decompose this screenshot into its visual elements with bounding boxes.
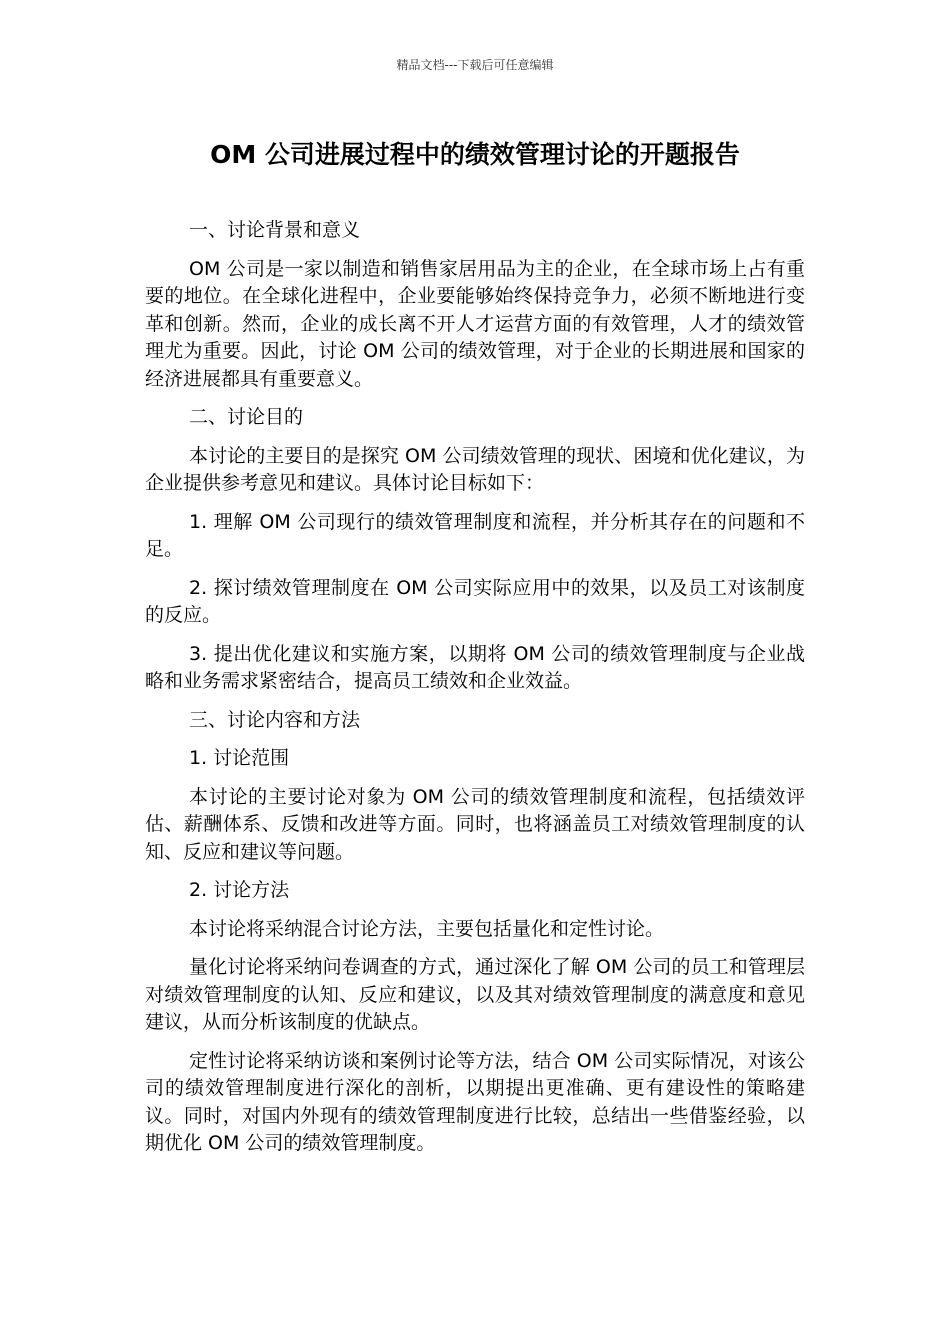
paragraph-quantitative: 量化讨论将采纳问卷调查的方式，通过深化了解 OM 公司的员工和管理层对绩效管理制度的认知、反应和建议，以及其对绩效管理制度的满意度和意见建议，从而分析该制度的优缺点。 bbox=[145, 956, 805, 1033]
list-item-objective-3: 3. 提出优化建议和实施方案，以期将 OM 公司的绩效管理制度与企业战略和业务需求紧密结合，提高员工绩效和企业效益。 bbox=[145, 642, 805, 692]
document-title: OM 公司进展过程中的绩效管理讨论的开题报告 bbox=[210, 140, 740, 169]
subheading-scope: 1. 讨论范围 bbox=[189, 747, 290, 769]
paragraph-scope: 本讨论的主要讨论对象为 OM 公司的绩效管理制度和流程，包括绩效评估、薪酬体系、反馈和改进等方面。同时，也将涵盖员工对绩效管理制度的认知、反应和建议等问题。 bbox=[145, 785, 805, 863]
paragraph-purpose: 本讨论的主要目的是探究 OM 公司绩效管理的现状、困境和优化建议，为企业提供参考意见和建议。具体讨论目标如下： bbox=[145, 444, 805, 494]
subheading-method: 2. 讨论方法 bbox=[189, 879, 290, 901]
list-item-objective-1: 1. 理解 OM 公司现行的绩效管理制度和流程，并分析其存在的问题和不足。 bbox=[145, 510, 805, 560]
document-body bbox=[145, 217, 805, 1169]
paragraph-background: OM 公司是一家以制造和销售家居用品为主的企业，在全球市场上占有重要的地位。在全球化进程中，企业要能够始终保持竞争力，必须不断地进行变革和创新。然而，企业的成长离不开人才运营方面的有效管理，人才的绩效管理尤为重要。因此，讨论 OM 公司的绩效管理，对于企业的长期进展和国家的经济进展都具有重要意义。 bbox=[145, 257, 805, 390]
list-item-objective-2: 2. 探讨绩效管理制度在 OM 公司实际应用中的效果，以及员工对该制度的反应。 bbox=[145, 576, 805, 626]
section-heading-content-method: 三、讨论内容和方法 bbox=[189, 708, 361, 731]
section-heading-purpose: 二、讨论目的 bbox=[189, 406, 304, 428]
paragraph-method-overview: 本讨论将采纳混合讨论方法，主要包括量化和定性讨论。 bbox=[189, 917, 665, 940]
section-heading-background: 一、讨论背景和意义 bbox=[189, 219, 361, 241]
page-header-note: 精品文档---下载后可任意编辑 bbox=[396, 58, 554, 72]
paragraph-qualitative: 定性讨论将采纳访谈和案例讨论等方法，结合 OM 公司实际情况，对该公司的绩效管理制度进行深化的剖析，以期提出更准确、更有建设性的策略建议。同时，对国内外现有的绩效管理制度进行比较，总结出一些借鉴经验，以期优化 OM 公司的绩效管理制度。 bbox=[145, 1049, 805, 1154]
